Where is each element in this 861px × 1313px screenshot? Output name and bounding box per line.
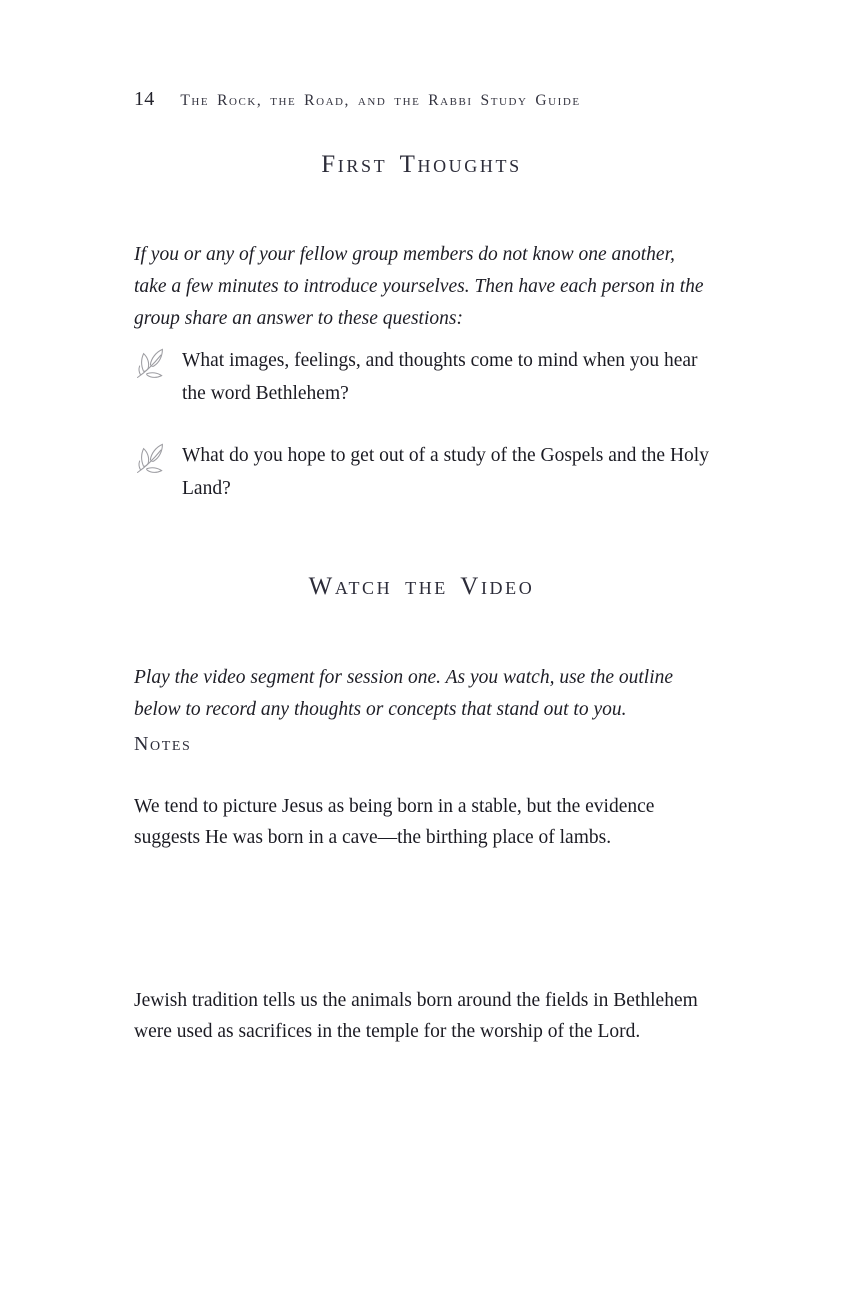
- leaf-branch-icon: [134, 346, 172, 380]
- running-header: [134, 88, 709, 111]
- list-item: [134, 345, 712, 410]
- instruction-paragraph-first-thoughts: If you or any of your fellow group members do not know one another, take a few minutes to introduce yourselves. Then have each person in the group share an answer to these questions:: [134, 243, 704, 329]
- question-text: What do you hope to get out of a study of the Gospels and the Holy Land?: [182, 445, 709, 499]
- question-text: What images, feelings, and thoughts come to mind when you hear the word Bethlehem?: [182, 350, 698, 404]
- note-writing-space: [134, 836, 712, 962]
- instruction-paragraph-watch-the-video: Play the video segment for session one. As you watch, use the outline below to record any thoughts or concepts that stand out to you.: [134, 666, 674, 720]
- discussion-question-list: [134, 345, 712, 505]
- leaf-branch-icon: [134, 441, 172, 475]
- book-title: The Rock, the Road, and the Rabbi Study Guide: [180, 92, 581, 109]
- section-heading-first-thoughts: First Thoughts: [321, 151, 522, 178]
- note-writing-space: [134, 1062, 712, 1262]
- notes-paragraph: We tend to picture Jesus as being born in a stable, but the evidence suggests He was born in a cave—the birthing place of lambs.: [134, 795, 655, 848]
- page-number: 14: [134, 88, 155, 110]
- notes-subhead: Notes: [134, 733, 192, 755]
- section-heading-watch-the-video: Watch the Video: [308, 573, 535, 600]
- notes-paragraph: Jewish tradition tells us the animals born around the fields in Bethlehem were used as sacrifices in the temple for the worship of the Lord.: [134, 989, 698, 1042]
- list-item: [134, 440, 712, 505]
